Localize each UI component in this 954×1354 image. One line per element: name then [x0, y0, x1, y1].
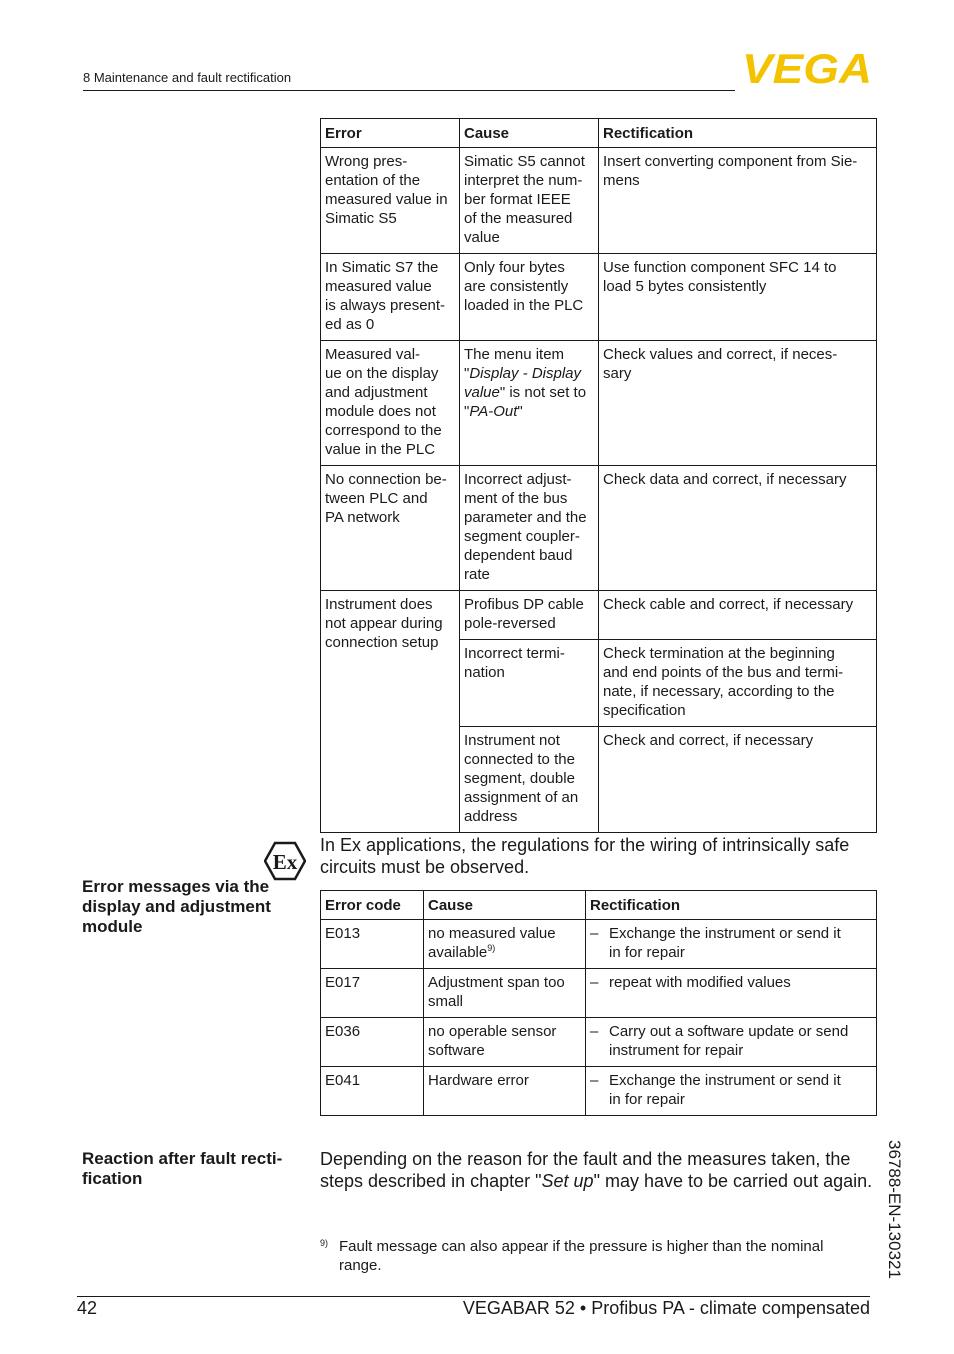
error-cell: Wrong pres- entation of the measured value in Simatic S5	[321, 148, 460, 254]
rectification-cell: Check values and correct, if neces- sary	[599, 341, 877, 466]
ex-icon-label: Ex	[272, 850, 298, 874]
table-row	[321, 969, 877, 1018]
chapter-name: Set up	[541, 1171, 594, 1191]
rectification-cell	[586, 969, 877, 1018]
table-row	[321, 466, 877, 591]
document-id: 36788-EN-130321	[885, 1140, 904, 1279]
error-cell: Instrument does not appear during connection setup	[321, 591, 460, 833]
vega-logo-graphic	[742, 48, 874, 88]
rectification-cell	[586, 920, 877, 969]
error-code-cell: E041	[321, 1067, 424, 1116]
footnote-ref: 9)	[487, 943, 496, 953]
fault-table	[320, 118, 877, 833]
list-dash: –	[590, 1072, 599, 1089]
cause-cell: Profibus DP cable pole-reversed	[460, 591, 599, 640]
col-header-error: Error	[321, 119, 460, 148]
error-cell: In Simatic S7 the measured value is always present- ed as 0	[321, 254, 460, 341]
error-code-table	[320, 890, 877, 1116]
rectification-cell: Check and correct, if necessary	[599, 727, 877, 833]
error-cell: No connection be- tween PLC and PA network	[321, 466, 460, 591]
page-number: 42	[77, 1298, 98, 1318]
cause-cell: no operable sensor software	[424, 1018, 586, 1067]
rectification-text: Exchange the instrument or send it in for repair	[609, 1072, 841, 1108]
menu-value: PA-Out	[469, 403, 518, 420]
cause-cell	[424, 920, 586, 969]
header-rule	[83, 90, 735, 91]
col-header-error-code: Error code	[321, 891, 424, 920]
list-dash: –	[590, 1023, 599, 1040]
reaction-paragraph	[320, 1148, 880, 1192]
cause-cell: Adjustment span too small	[424, 969, 586, 1018]
cause-cell: Instrument not connected to the segment, double assignment of an address	[460, 727, 599, 833]
cause-cell: Incorrect termi- nation	[460, 640, 599, 727]
rectification-cell: Insert converting component from Sie- mens	[599, 148, 877, 254]
reaction-text: " may have to be carried out again.	[593, 1171, 873, 1191]
cause-text: "	[517, 403, 523, 420]
error-code-cell: E036	[321, 1018, 424, 1067]
col-header-rectification: Rectification	[586, 891, 877, 920]
cause-text: The menu item "	[464, 346, 565, 382]
menu-path: Display - Display value	[464, 365, 582, 401]
cause-cell: Only four bytes are consistently loaded in the PLC	[460, 254, 599, 341]
rectification-text: Exchange the instrument or send it in for repair	[609, 925, 841, 961]
heading-reaction: Reaction after fault recti- fication	[82, 1149, 283, 1188]
rectification-cell: Use function component SFC 14 to load 5 bytes consistently	[599, 254, 877, 341]
rectification-cell: Check termination at the beginning and end points of the bus and termi- nate, if necessary, according to the specification	[599, 640, 877, 727]
ex-note: In Ex applications, the regulations for the wiring of intrinsically safe circuits must be observed.	[320, 835, 850, 877]
footer-rule	[77, 1296, 870, 1297]
footnote-text: Fault message can also appear if the pressure is higher than the nominal range.	[339, 1238, 824, 1274]
col-header-cause: Cause	[424, 891, 586, 920]
table-row	[321, 591, 877, 640]
section-title: 8 Maintenance and fault rectification	[83, 70, 292, 85]
ex-hazard-icon	[264, 841, 306, 881]
table-row	[321, 1067, 877, 1116]
table-row	[321, 254, 877, 341]
cause-text: " is not set to "	[464, 384, 587, 420]
heading-error-messages: Error messages via the display and adjustment module	[82, 877, 271, 936]
list-dash: –	[590, 974, 599, 991]
col-header-cause: Cause	[460, 119, 599, 148]
footnote-mark: 9)	[320, 1238, 329, 1248]
error-cell: Measured val- ue on the display and adjustment module does not correspond to the value in the PLC	[321, 341, 460, 466]
error-code-cell: E013	[321, 920, 424, 969]
cause-cell: Incorrect adjust- ment of the bus parameter and the segment coupler- dependent baud rate	[460, 466, 599, 591]
rectification-cell: Check data and correct, if necessary	[599, 466, 877, 591]
rectification-cell	[586, 1067, 877, 1116]
cause-cell: Simatic S5 cannot interpret the num- ber format IEEE of the measured value	[460, 148, 599, 254]
table-row	[321, 341, 877, 466]
reaction-text: Depending on the reason for the fault and the measures taken, the steps described in chapter "	[320, 1149, 851, 1191]
footer-title: VEGABAR 52 • Profibus PA - climate compensated	[462, 1298, 870, 1318]
list-dash: –	[590, 925, 599, 942]
cause-text: no measured value available	[428, 925, 556, 961]
rectification-cell: Check cable and correct, if necessary	[599, 591, 877, 640]
cause-cell	[460, 341, 599, 466]
table-row	[321, 920, 877, 969]
rectification-text: Carry out a software update or send instrument for repair	[609, 1023, 849, 1059]
vega-logo	[742, 48, 874, 88]
col-header-rectification: Rectification	[599, 119, 877, 148]
rectification-cell	[586, 1018, 877, 1067]
svg-text:VEGA: VEGA	[742, 48, 872, 88]
table-row	[321, 148, 877, 254]
rectification-text: repeat with modified values	[609, 974, 791, 991]
table-row	[321, 1018, 877, 1067]
error-code-cell: E017	[321, 969, 424, 1018]
cause-cell: Hardware error	[424, 1067, 586, 1116]
